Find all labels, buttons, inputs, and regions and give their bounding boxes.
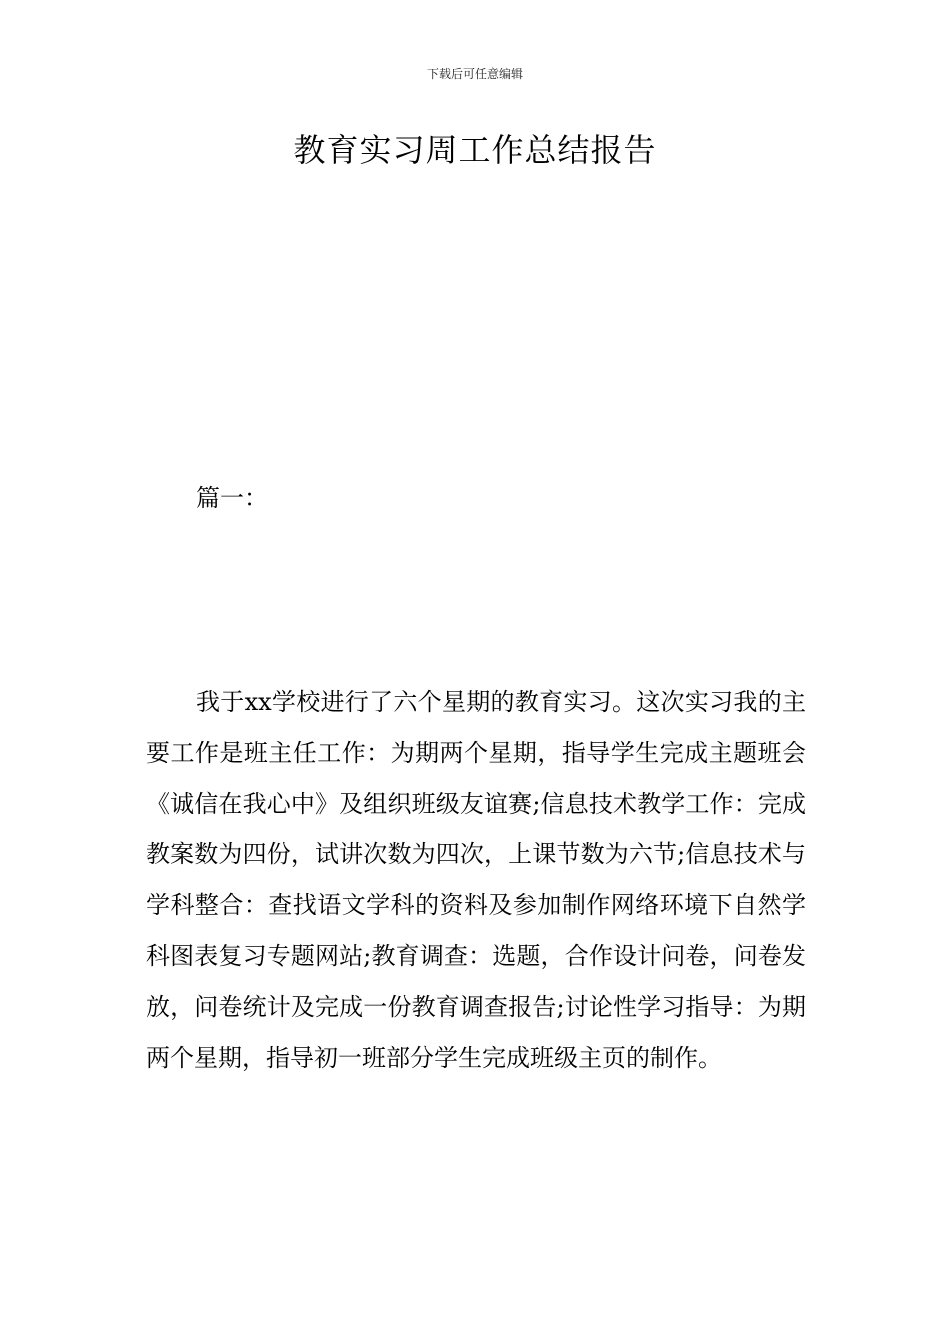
- body-paragraph: 我于xx学校进行了六个星期的教育实习。这次实习我的主要工作是班主任工作：为期两个星期，指导学生完成主题班会《诚信在我心中》及组织班级友谊赛;信息技术教学工作：完成教案数为四份，试讲次数为四次，上课节数为六节;信息技术与学科整合：查找语文学科的资料及参加制作网络环境下自然学科图表复习专题网站;教育调查：选题，合作设计问卷，问卷发放，问卷统计及完成一份教育调查报告;讨论性学习指导：为期两个星期，指导初一班部分学生完成班级主页的制作。: [146, 688, 806, 1072]
- document-title: 教育实习周工作总结报告: [293, 131, 657, 169]
- header-note: 下载后可任意编辑: [426, 67, 523, 81]
- section-label: 篇一：: [196, 484, 268, 512]
